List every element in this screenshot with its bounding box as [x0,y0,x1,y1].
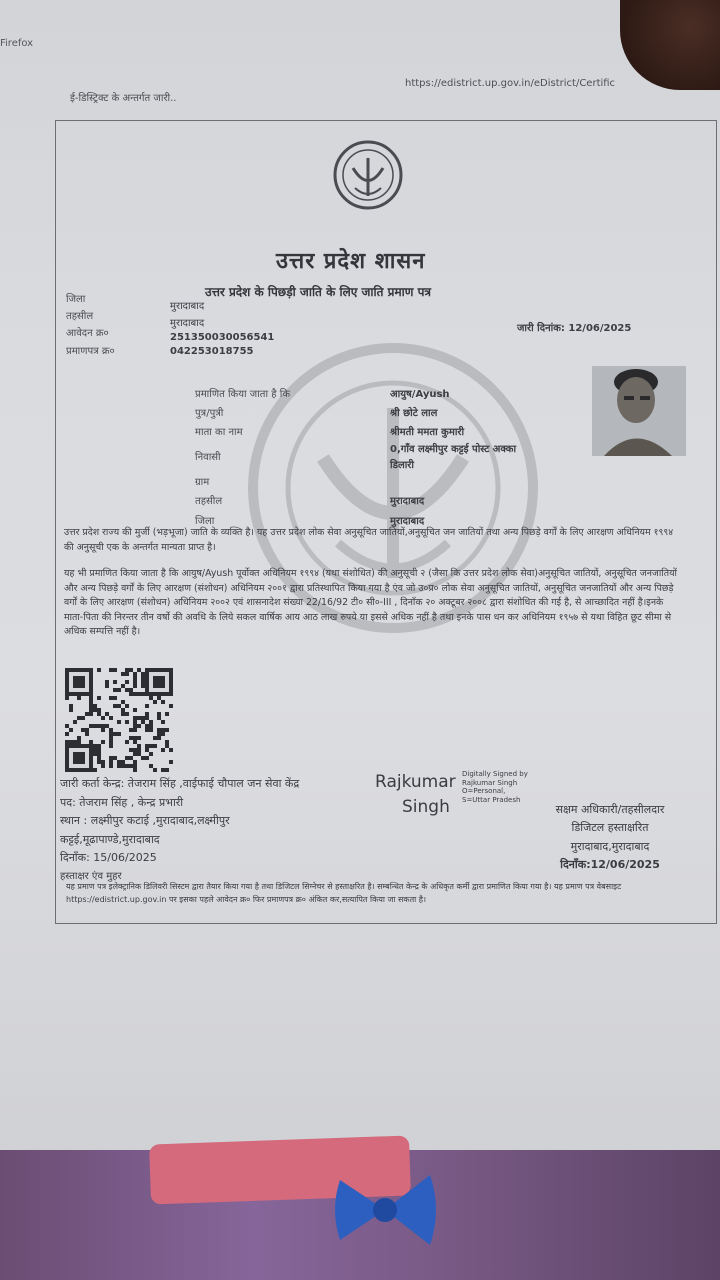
caste-paragraph: उत्तर प्रदेश राज्य की मुर्जी (भड़भूजा) जाति के व्यक्ति है। यह उत्तर प्रदेश लोक सेवा अनुसूचित जातियों,अनुसूचित जन जातियों तथा अन्य पिछड़े वर्गों के लिए आरक्षण अधिनियम १९९४ की अनुसूची एक के अन्तर्गत मान्यता प्राप्त है। [64,527,674,553]
address-line2: डिलारी [390,460,414,471]
header-note: ई-डिस्ट्रिक्ट के अन्तर्गत जारी.. [70,93,177,104]
certificate-title: उत्तर प्रदेश शासन [276,249,426,274]
detail-label-tehsil: तहसील [195,496,223,507]
applicant-photo [592,366,686,456]
authority-place: मुरादाबाद,मुरादाबाद [570,840,650,853]
issuer-place-line1: स्थान : लक्ष्मीपुर कटाई ,मुरादाबाद,लक्ष्मीपुर [60,814,230,827]
detail-label-village: ग्राम [195,477,210,488]
address-line1: 0,गाँव लक्ष्मीपुर कट्टई पोस्ट अक्का [390,444,517,455]
father-name: श्री छोटे लाल [390,408,438,419]
detail-label-district: जिला [195,516,215,527]
income-paragraph: यह भी प्रमाणित किया जाता है कि आयुष/Ayush पूर्वोक्त अधिनियम १९९४ (यथा संशोधित) की अनुसूची २ (जैसा कि उत्तर प्रदेश लोक सेवा)अनुसूचित जातियों, अनुसूचित जनजातियों और अन्य पिछड़े वर्गों के लिए आरक्षण (संशोधन) अधिनियम २००१ द्वारा प्रतिस्थापित किया गया है एंव जो उ०प्र० लोक सेवा अनुसूचित जातियों, अनुसूचित जनजातियों और अन्य पिछड़े वर्गों के लिए आरक्षण (संशोधन) अधिनियम २००२ एवं शासनादेश संख्या 22/16/92 टी० सी०-III , दिनाँक २० अक्टूबर २००८ द्वारा संशोधित की गई है, से आच्छादित नहीं है।इनके माता-पिता की निरन्तर तीन वर्षो की अवधि के लिये सकल वार्षिक आय आठ लाख रुपये या इससे अधिक नहीं है तथा इनके पास धन कर अधिनियम १९५७ से यथा विहित छूट सीमा से अधिक सम्पत्ति नहीं है। [64,568,677,637]
blue-bow-icon [330,1165,440,1255]
detail-label-certified: प्रमाणित किया जाता है कि [195,389,291,400]
certificate-no-label: प्रमाणपत्र क्र० [66,346,115,357]
application-no-label: आवेदन क्र० [66,328,109,339]
digital-sign-name-line1: Rajkumar [375,772,456,792]
certificate-subtitle: उत्तर प्रदेश के पिछड़ी जाति के लिए जाति प्रमाण पत्र [205,285,432,299]
detail-district-value: मुरादाबाद [390,516,425,527]
authority-title: सक्षम अधिकारी/तहसीलदार [555,803,665,816]
digital-sign-details: Digitally Signed by Rajkumar Singh O=Personal, S=Uttar Pradesh [462,770,528,804]
detail-label-child-of: पुत्र/पुत्री [195,408,224,419]
signature-seal-label: हस्ताक्षर एंव मुहर [60,871,122,882]
tehsil-label: तहसील [66,311,94,322]
detail-label-resident: निवासी [195,452,221,463]
page-url: https://edistrict.up.gov.in/eDistrict/Certific [405,78,616,89]
district-label: जिला [66,294,86,305]
tehsil-value: मुरादाबाद [170,318,205,329]
issuer-date: दिनाँक: 15/06/2025 [60,851,157,864]
district-value: मुरादाबाद [170,301,205,312]
digital-sign-name-line2: Singh [402,797,450,817]
certificate-footer: यह प्रमाण पत्र इलेक्ट्रानिक डिलिवरी सिस्टम द्वारा तैयार किया गया है तथा डिजिटल सिग्नेचर से हस्ताक्षरित है। सम्बन्धित केन्द्र के अधिकृत कर्मी द्वारा प्रमाणित किया गया है। यह प्रमाण पत्र वेबसाइट https://edistrict.up.gov.in पर इसका पहले आवेदन क्र० फिर प्रमाणपत्र क्र० अंकित कर,सत्यापित किया जा सकता है। [66,882,622,904]
authority-date: दिनाँक:12/06/2025 [560,858,660,871]
qr-code-icon [64,668,174,772]
detail-label-mother: माता का नाम [195,427,243,438]
application-no-value: 251350030056541 [170,332,275,343]
applicant-name: आयुष/Ayush [390,389,450,400]
issuer-place-line2: कट्टई,मूढापाण्डे,मुरादाबाद [60,833,160,846]
mother-name: श्रीमती ममता कुमारी [390,427,465,438]
certificate-no-value: 042253018755 [170,346,254,357]
issuing-center: जारी कर्ता केन्द्र: तेजराम सिंह ,वाईफाई चौपाल जन सेवा केंद्र [60,777,300,790]
detail-tehsil-value: मुरादाबाद [390,496,425,507]
up-emblem-icon [333,138,403,213]
browser-name: Firefox [0,38,34,49]
issuer-post: पद: तेजराम सिंह , केन्द्र प्रभारी [60,796,184,809]
person-photo-icon [592,366,686,456]
authority-sign: डिजिटल हस्ताक्षरित [571,821,649,834]
issue-date: जारी दिनांक: 12/06/2025 [517,323,632,334]
